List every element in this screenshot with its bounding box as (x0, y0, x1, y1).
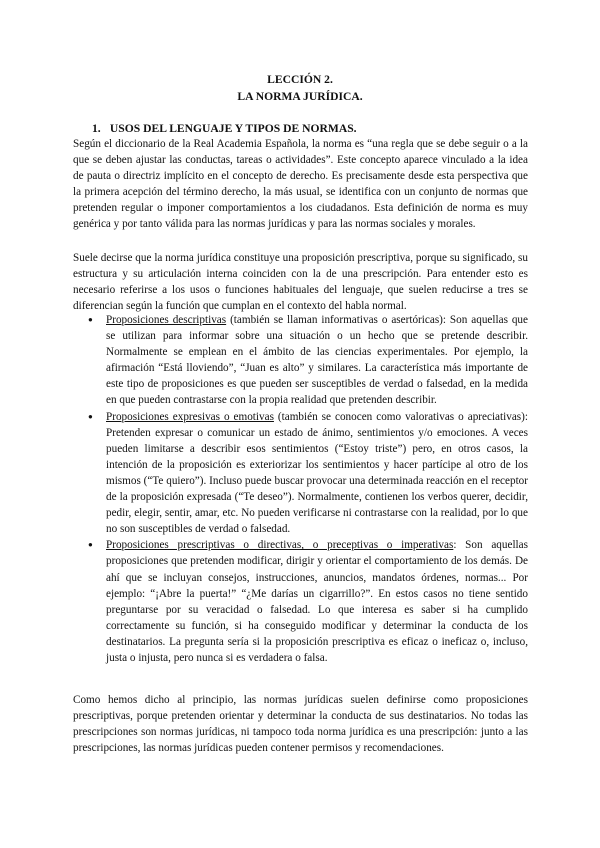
term-descriptive: Proposiciones descriptivas (106, 314, 227, 326)
bullet-icon: ● (88, 540, 93, 550)
section-heading (92, 121, 357, 137)
list-item-prescriptive (73, 537, 528, 666)
term-expressive: Proposiciones expresivas o emotivas (106, 410, 274, 423)
term-prescriptive: Proposiciones prescriptivas o directivas, o preceptivas o imperativas (106, 539, 454, 552)
text-prescriptive: : Son aquellas proposiciones que pretenden modificar, dirigir y orientar el comportamiento de los demás. De ahí que se incluyan consejos, instrucciones, anuncios, mandatos órdenes, normas... Por ejemplo: “¡Abre la puerta!” “¿Me darías un cigarrillo?”. En estos casos no tiene sentido preguntarse por su veracidad o falsedad. Lo que interesa es saber si ha cumplido correctamente su función, si ha conseguido modificar y determinar la conducta de los destinatarios. La pregunta sería si la proposición prescriptiva es eficaz o ineficaz o, incluso, justa o injusta, pero nunca si es verdadera o falsa. (106, 539, 528, 664)
section-number: 1. (92, 122, 101, 135)
lesson-subtitle: LA NORMA JURÍDICA. (237, 90, 363, 103)
prescriptive-paragraph: Suele decirse que la norma jurídica constituye una proposición prescriptiva, porque su significado, su estructura y su articulación interna coinciden con la de una prescripción. Para entender esto es necesario referirse a los usos o funciones habituales del lenguaje, que suelen reducirse a tres se diferencian según la función que cumplan en el contexto del habla normal. (73, 252, 528, 313)
lesson-title: LECCIÓN 2. (267, 73, 333, 86)
proposition-types-list (73, 312, 528, 666)
list-item-descriptive (73, 312, 528, 409)
bullet-icon: ● (88, 315, 93, 324)
list-item-expressive (73, 409, 528, 538)
intro-paragraph: Según el diccionario de la Real Academia Española, la norma es “una regla que se debe seguir o a la que se deben ajustar las conductas, tareas o actividades”. Este concepto aparece vinculado a la idea de pauta o directriz implícito en el concepto de derecho. Es precisamente desde esta perspectiva que la primera acepción del término derecho, la más usual, se identifica con un conjunto de normas que pretenden regular o imponer comportamientos a los ciudadanos. Esta definición de norma es muy genérica y por tanto válida para las normas jurídicas y para las normas sociales y morales. (73, 138, 528, 231)
text-descriptive: (también se llaman informativas o asertóricas): Son aquellas que se utilizan para informar sobre una situación o un hecho que se pretende describir. Normalmente se emplean en el ámbito de las ciencias experimentales. Por ejemplo, la afirmación “Está lloviendo”, “Juan es alto” y similares. La característica más importante de este tipo de proposiciones es que pueden ser susceptibles de verdad o falsedad, en la medida en que pueden contrastarse con la propia realidad que pretenden describir. (106, 314, 528, 407)
text-expressive: (también se conocen como valorativas o apreciativas): Pretenden expresar o comunicar un estado de ánimo, sentimientos y/o emociones. A veces pueden limitarse a describir esos sentimientos (“Estoy triste”) pero, en otros casos, la intención de la proposición es exteriorizar los sentimientos y hacer partícipe al otro de los mismos (“Te quiero”). Incluso puede buscar provocar una determinada reacción en el receptor de la proposición expresada (“Te deseo”). Normalmente, contienen los verbos querer, decidir, pedir, elegir, sentir, amar, etc. No pueden verificarse ni contrastarse con la realidad, por lo que no son susceptibles de verdad o falsedad. (106, 410, 528, 536)
section-title: USOS DEL LENGUAJE Y TIPOS DE NORMAS. (109, 122, 357, 135)
bullet-icon: ● (88, 411, 93, 421)
closing-paragraph: Como hemos dicho al principio, las normas jurídicas suelen definirse como proposiciones prescriptivas, porque pretenden orientar y determinar la conducta de sus destinatarios. No todas las prescripciones son normas jurídicas, ni tampoco toda norma jurídica es una prescripción: junto a las prescripciones, las normas jurídicas pueden contener permisos y recomendaciones. (73, 694, 528, 755)
